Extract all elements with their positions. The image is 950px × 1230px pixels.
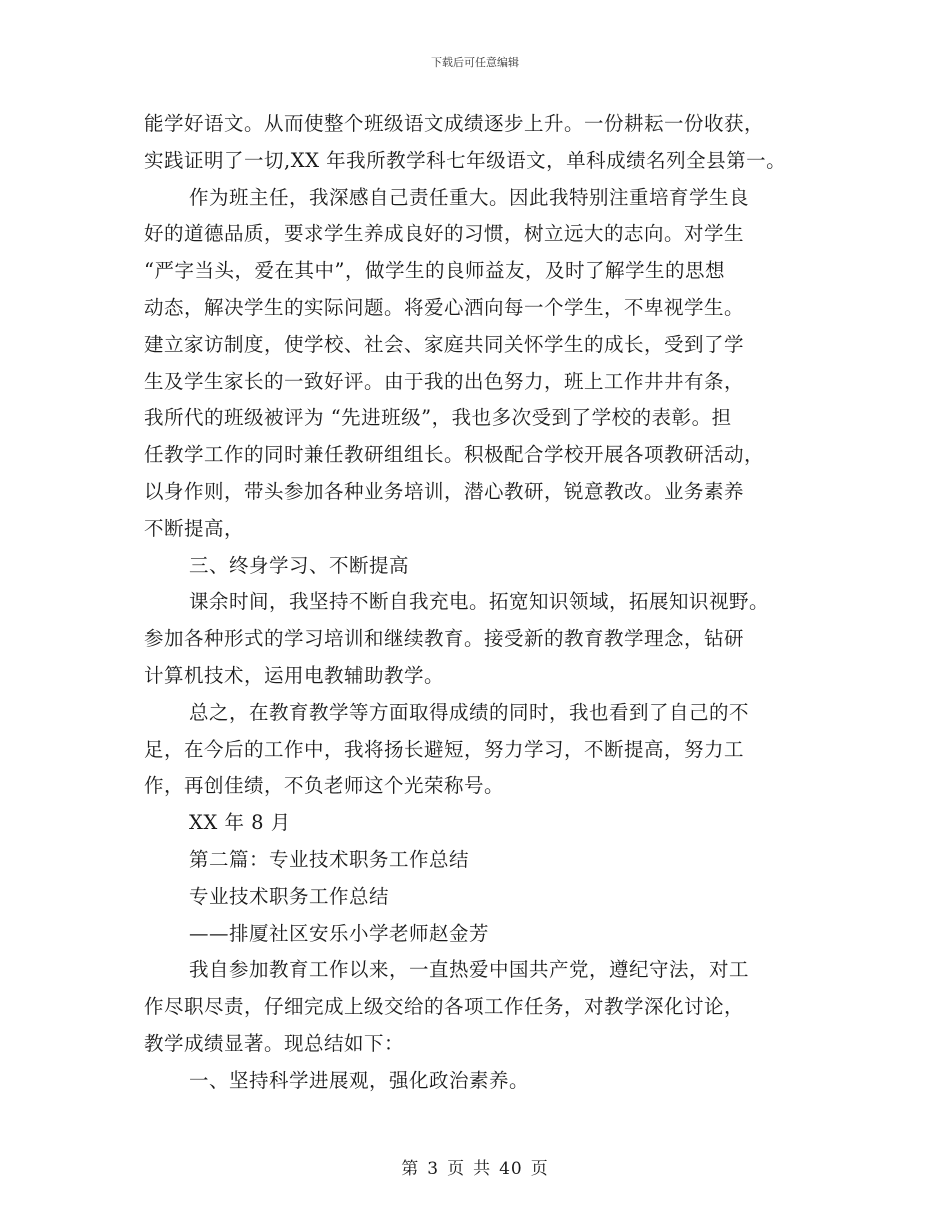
text-line: 以身作则，带头参加各种业务培训，潜心教研，锐意教改。业务素养: [144, 479, 745, 503]
text-line: 不断提高，: [144, 516, 245, 540]
text-line: 专业技术职务工作总结: [189, 884, 390, 908]
page-footer: [0, 1154, 950, 1179]
text-line: 作，再创佳绩，不负老师这个光荣称号。: [144, 774, 505, 798]
text-line: 实践证明了一切,XX 年我所教学科七年级语文，单科成绩名列全县第一。: [144, 148, 787, 172]
text-line: 参加各种形式的学习培训和继续教育。接受新的教育教学理念，钻研: [144, 627, 745, 651]
text-line: 教学成绩显著。现总结如下：: [144, 1031, 405, 1055]
text-line: 任教学工作的同时兼任教研组组长。积极配合学校开展各项教研活动，: [144, 443, 765, 467]
text-line: 好的道德品质，要求学生养成良好的习惯，树立远大的志向。对学生: [144, 222, 745, 246]
text-line: 一、坚持科学进展观，强化政治素养。: [189, 1068, 530, 1092]
page-header: 下载后可任意编辑: [431, 56, 519, 69]
text-line: 建立家访制度，使学校、社会、家庭共同关怀学生的成长，受到了学: [144, 332, 745, 356]
text-line: 作为班主任，我深感自己责任重大。因此我特别注重培育学生良: [189, 185, 750, 209]
text-line: 三、终身学习、不断提高: [189, 553, 410, 577]
text-line: 动态，解决学生的实际问题。将爱心洒向每一个学生，不卑视学生。: [144, 295, 745, 319]
footer-total-label: 共: [473, 1159, 492, 1179]
text-line: XX 年 8 月: [189, 811, 291, 835]
text-line: ——排厦社区安乐小学老师赵金芳: [189, 921, 490, 945]
document-body: [144, 106, 824, 1100]
text-line: 我自参加教育工作以来，一直热爱中国共产党，遵纪守法，对工: [189, 958, 750, 982]
footer-total-pages: 40: [499, 1159, 523, 1179]
footer-prefix: 第: [401, 1159, 420, 1179]
text-line: 第二篇：专业技术职务工作总结: [189, 847, 470, 871]
footer-suffix: 页: [530, 1159, 549, 1179]
text-line: 我所代的班级被评为 “先进班级”，我也多次受到了学校的表彰。担: [144, 406, 732, 430]
text-line: 生及学生家长的一致好评。由于我的出色努力，班上工作井井有条，: [144, 369, 745, 393]
text-line: 课余时间，我坚持不断自我充电。拓宽知识领域，拓展知识视野。: [189, 590, 770, 614]
text-line: 总之，在教育教学等方面取得成绩的同时，我也看到了自己的不: [189, 700, 750, 724]
text-line: 足，在今后的工作中，我将扬长避短，努力学习，不断提高，努力工: [144, 737, 745, 761]
footer-page-label: 页: [447, 1159, 466, 1179]
text-line: “严字当头，爱在其中”，做学生的良师益友，及时了解学生的思想: [144, 259, 725, 283]
footer-current-page: 3: [427, 1159, 440, 1179]
text-line: 作尽职尽责，仔细完成上级交给的各项工作任务，对教学深化讨论，: [144, 995, 745, 1019]
text-line: 计算机技术，运用电教辅助教学。: [144, 663, 445, 687]
text-line: 能学好语文。从而使整个班级语文成绩逐步上升。一份耕耘一份收获，: [144, 112, 765, 135]
